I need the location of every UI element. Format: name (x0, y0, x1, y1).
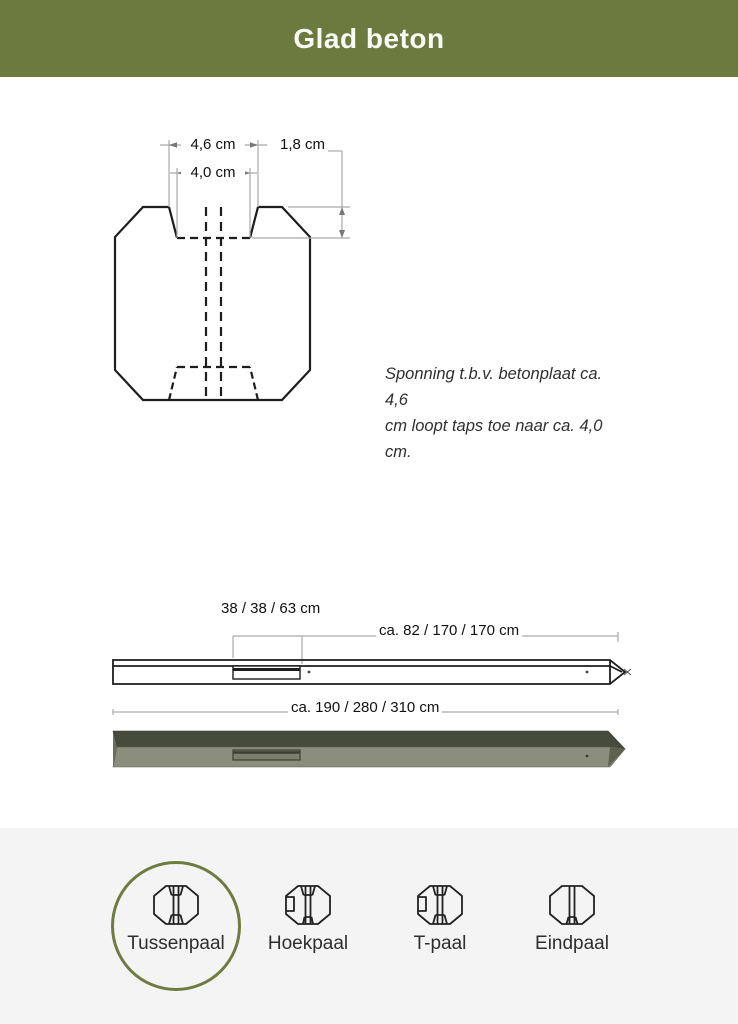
t-paal-icon (416, 884, 464, 926)
sponning-note-line1: Sponning t.b.v. betonplaat ca. 4,6 (385, 365, 603, 409)
dim-label-above-ground: ca. 82 / 170 / 170 cm (376, 622, 522, 639)
dim-label-total-length: ca. 190 / 280 / 310 cm (288, 699, 442, 716)
post-type-t-paal[interactable] (378, 884, 502, 955)
hoekpaal-icon (284, 884, 332, 926)
dim-label-width-inner: 4,0 cm (181, 164, 245, 181)
post-type-label: Tussenpaal (127, 933, 225, 954)
side-view-drawing (0, 590, 738, 790)
eindpaal-icon (548, 884, 596, 926)
tussenpaal-icon (152, 884, 200, 926)
post-type-label: T-paal (413, 933, 467, 954)
dim-label-width-outer: 4,6 cm (181, 136, 245, 153)
post-type-tussenpaal[interactable] (114, 884, 238, 955)
dim-label-depth: 1,8 cm (280, 136, 326, 153)
post-type-label: Eindpaal (535, 933, 609, 954)
dim-label-slot-length: 38 / 38 / 63 cm (221, 600, 321, 617)
post-type-hoekpaal[interactable] (246, 884, 370, 955)
page-title: Glad beton (293, 22, 445, 54)
post-type-label: Hoekpaal (267, 933, 349, 954)
sponning-note (385, 361, 625, 465)
header-bar (0, 0, 738, 77)
post-type-eindpaal[interactable] (510, 884, 634, 955)
sponning-note-line2: cm loopt taps toe naar ca. 4,0 cm. (385, 417, 603, 461)
